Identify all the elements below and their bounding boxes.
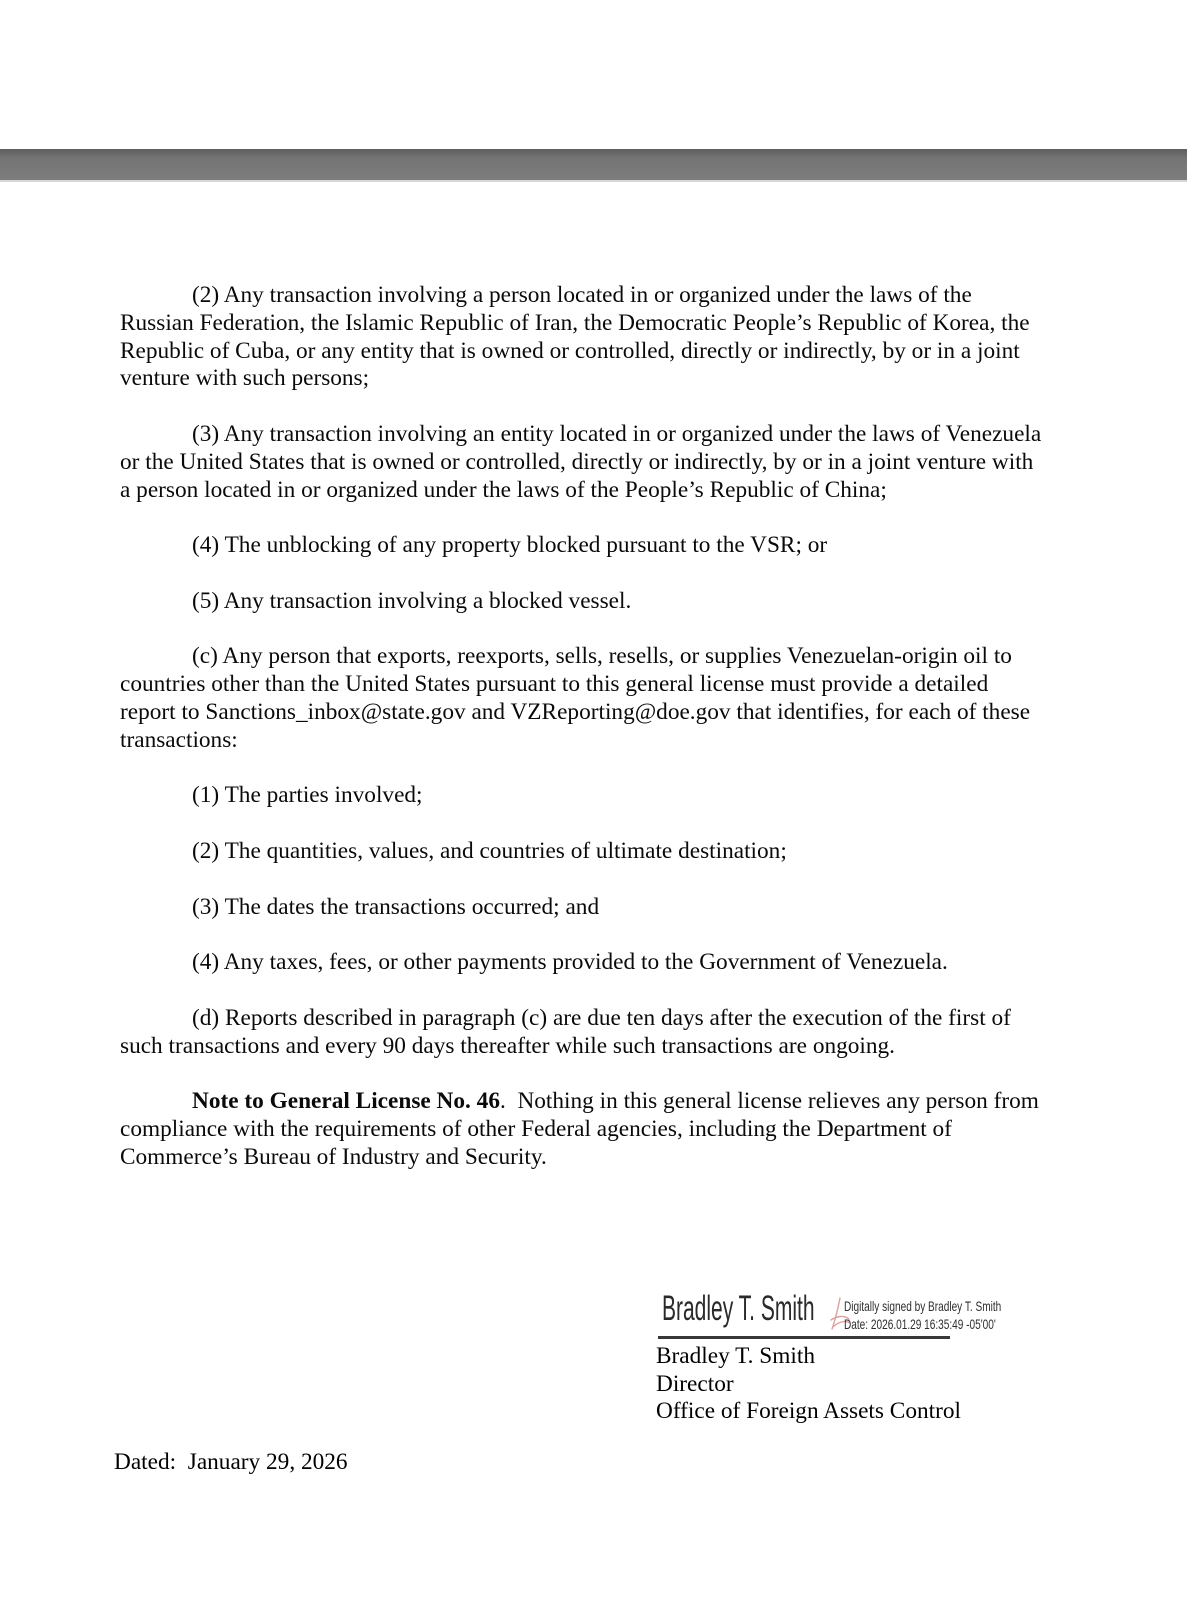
page-separator-bar: [0, 149, 1187, 182]
doc-paragraph: (4) The unblocking of any property blocked pursuant to the VSR; or: [192, 532, 828, 559]
note-paragraph: [120, 1088, 1049, 1171]
doc-paragraph: (4) Any taxes, fees, or other payments provided to the Government of Venezuela.: [192, 949, 948, 976]
note-text: . Nothing in this general license relieves any person from compliance with the requirements of other Federal agencies, including the Department of Commerce’s Bureau of Industry and Security.: [120, 1088, 1045, 1170]
note-label: Note to General License No. 46: [192, 1088, 500, 1115]
doc-paragraph: (c) Any person that exports, reexports, sells, resells, or supplies Venezuelan-origin oil to countries other than the United States pursuant to this general license must provide a detailed report to Sanctions_inbox@state.gov and VZReporting@doe.gov that identifies, for each of these transactions:: [120, 643, 1031, 753]
signature-line: [658, 1336, 950, 1339]
doc-paragraph: (d) Reports described in paragraph (c) are due ten days after the execution of the first of such transactions and every 90 days thereafter while such transactions are ongoing.: [120, 1004, 1011, 1059]
doc-paragraph: (5) Any transaction involving a blocked vessel.: [192, 587, 632, 614]
signer-title: Director: [656, 1370, 734, 1397]
doc-paragraph: (3) Any transaction involving an entity located in or organized under the laws of Venezuela or the United States that is owned or controlled, directly or indirectly, by or in a joint venture with a person located in or organized under the laws of the People’s Republic of China;: [120, 420, 1042, 503]
signature-detail-line: Digitally signed by Bradley T. Smith: [844, 1298, 1002, 1314]
doc-paragraph: (3) The dates the transactions occurred; and: [192, 893, 600, 920]
signature-printed-block: [656, 1343, 961, 1426]
dated-line: Dated: January 29, 2026: [114, 1449, 348, 1475]
doc-paragraph: (1) The parties involved;: [192, 782, 423, 809]
doc-paragraph: (2) The quantities, values, and countries of ultimate destination;: [192, 837, 787, 864]
document-page: [120, 282, 1049, 1172]
signature-display-name: Bradley T. Smith: [662, 1289, 815, 1328]
doc-paragraph: (2) Any transaction involving a person located in or organized under the laws of the Russian Federation, the Islamic Republic of Iran, the Democratic People’s Republic of Korea, the Republic of Cuba, or any entity that is owned or controlled, directly or indirectly, by or in a joint venture with such persons;: [120, 282, 1030, 392]
signature-detail-line: Date: 2026.01.29 16:35:49 -05'00': [844, 1315, 996, 1332]
digital-signature-field[interactable]: [656, 1289, 1076, 1434]
signer-office: Office of Foreign Assets Control: [656, 1398, 961, 1425]
signer-printed-name: Bradley T. Smith: [656, 1343, 815, 1369]
signature-details: [844, 1298, 1001, 1333]
